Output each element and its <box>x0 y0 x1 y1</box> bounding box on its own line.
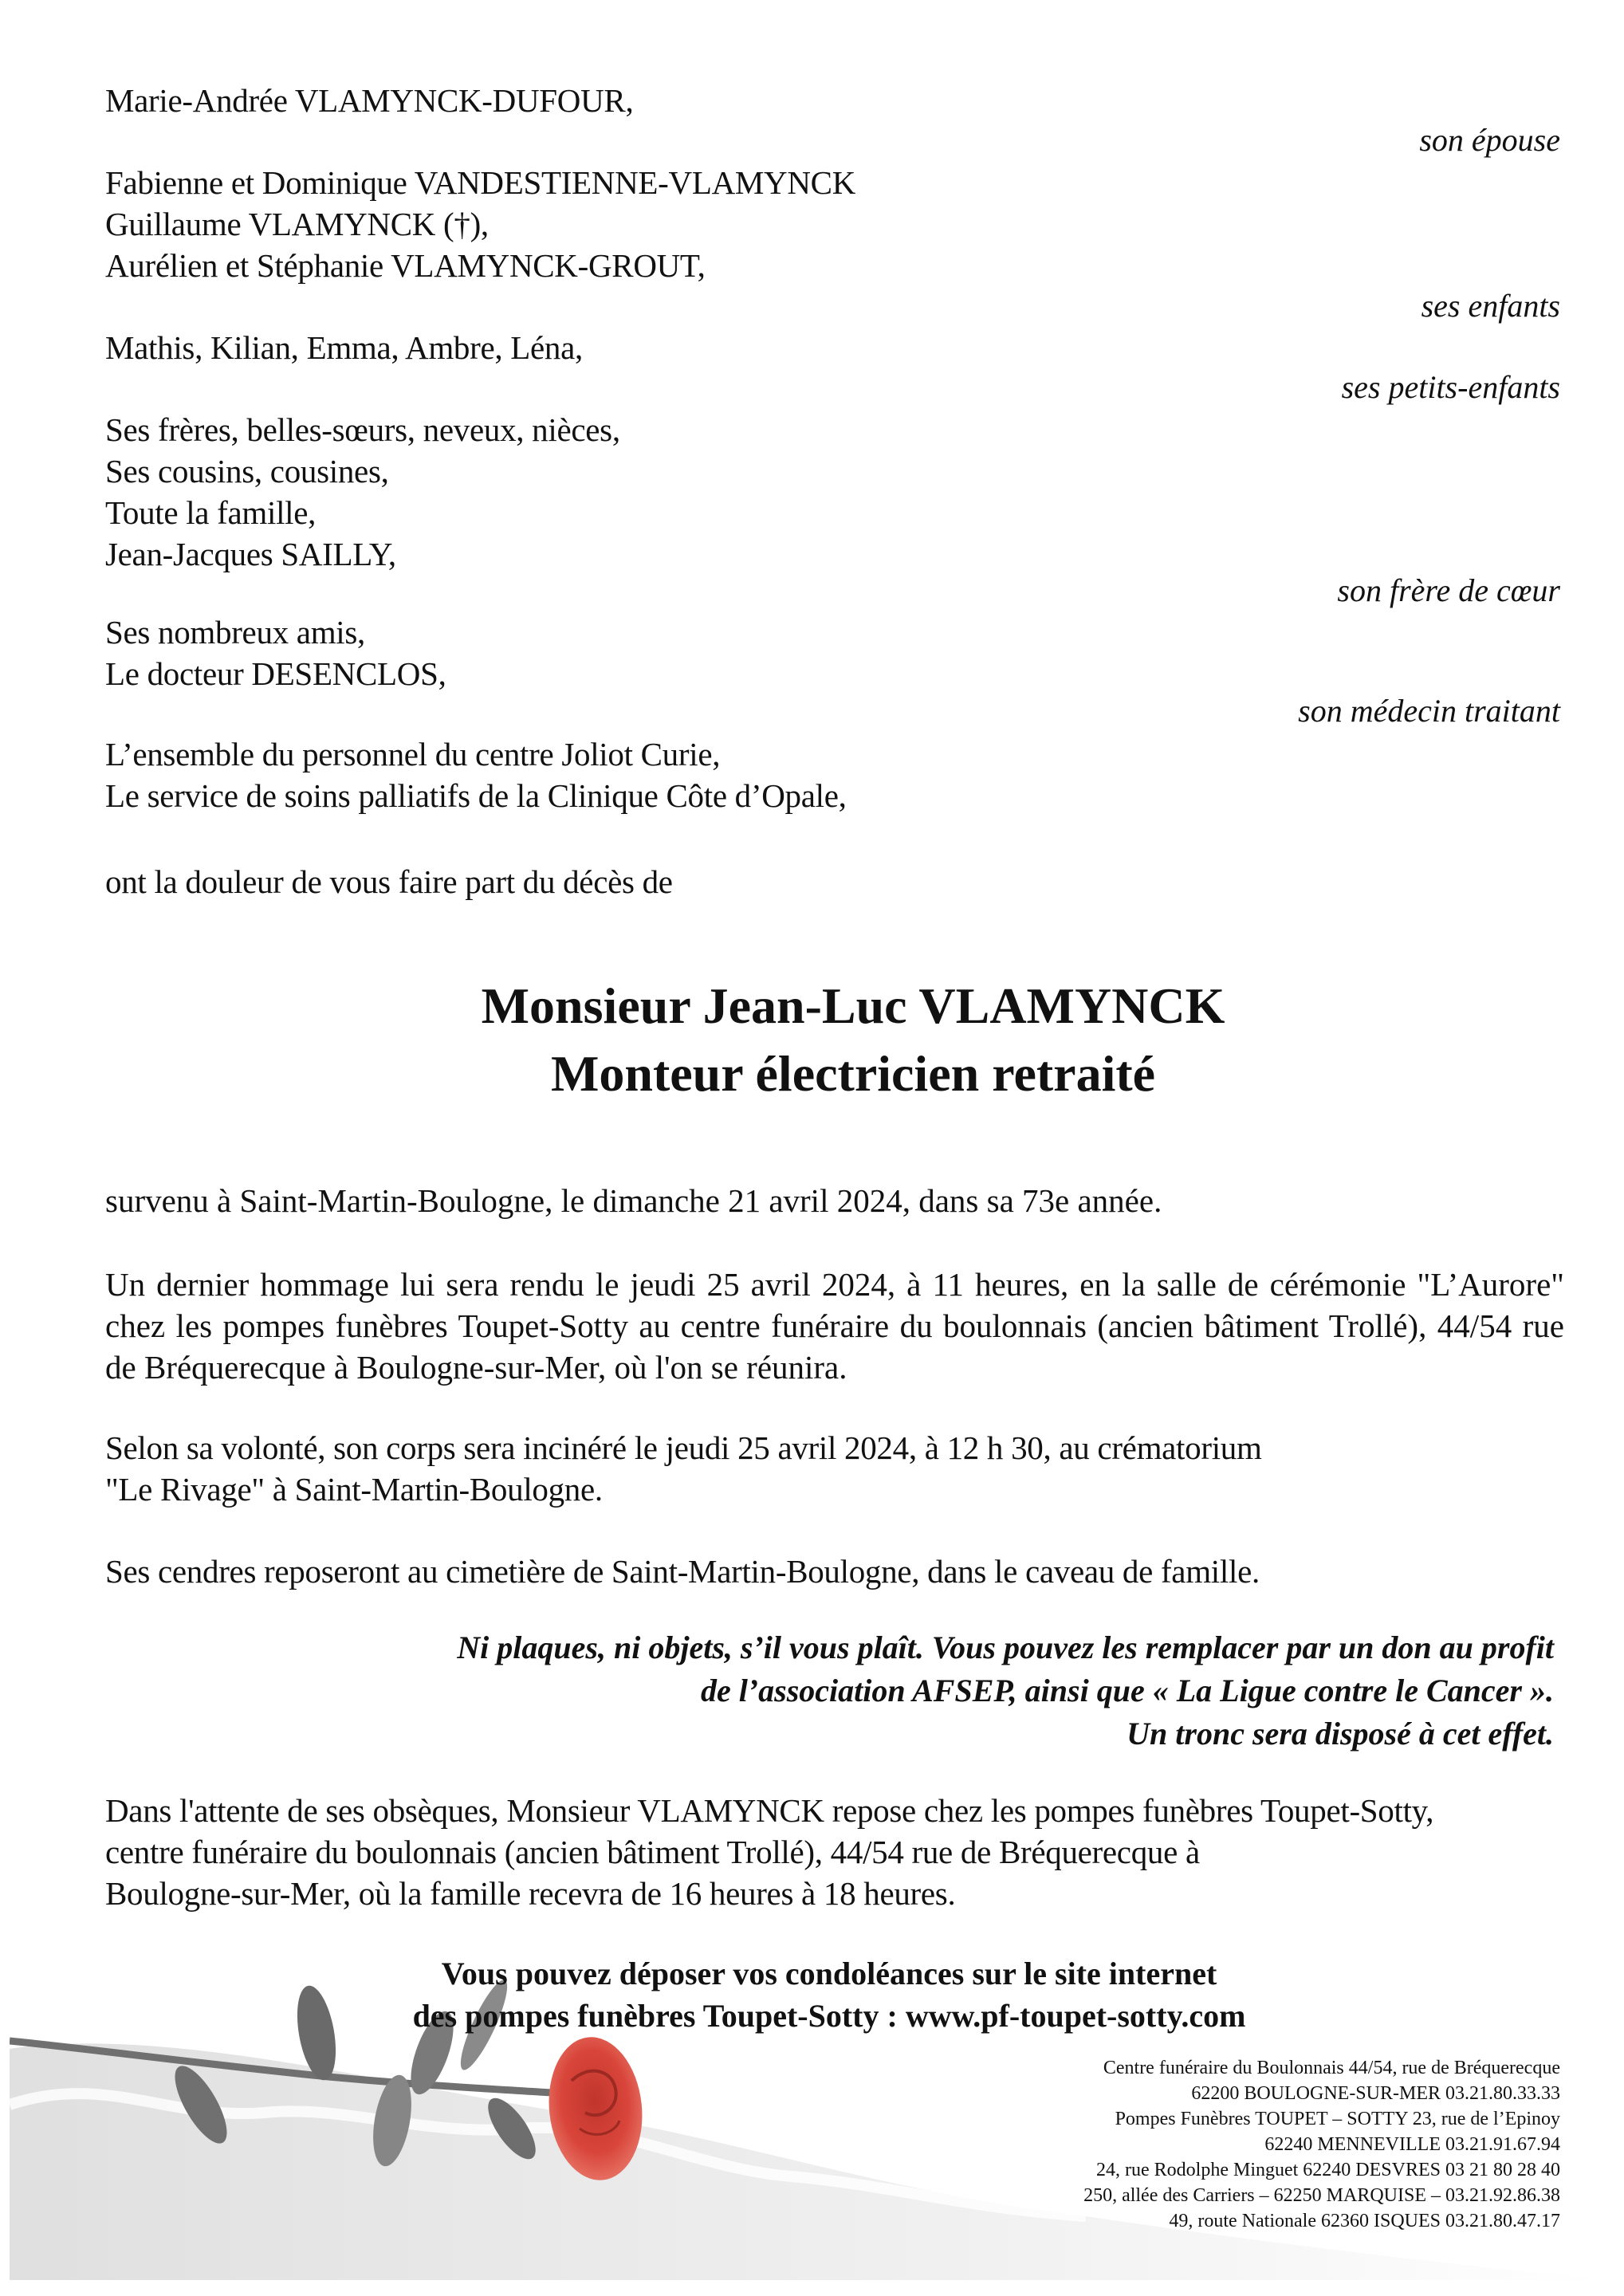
ashes-details: Ses cendres reposeront au cimetière de Saint-Martin-Boulogne, dans le caveau de famille. <box>105 1553 1260 1590</box>
visit-line: Dans l'attente de ses obsèques, Monsieur VLAMYNCK repose chez les pompes funèbres Toupet-Sotty, <box>105 1792 1434 1829</box>
donation-note-line: Ni plaques, ni objets, s’il vous plaît. Vous pouvez les remplacer par un don au profit <box>457 1630 1554 1665</box>
donation-note-line: Un tronc sera disposé à cet effet. <box>1127 1716 1554 1751</box>
contact-line: 250, allée des Carriers – 62250 MARQUISE – 03.21.92.86.38 <box>1083 2185 1560 2206</box>
contact-line: 62200 BOULOGNE-SUR-MER 03.21.80.33.33 <box>1191 2083 1560 2104</box>
contact-line: Pompes Funèbres TOUPET – SOTTY 23, rue de l’Epinoy <box>1115 2109 1560 2129</box>
condolences-line: Vous pouvez déposer vos condoléances sur le site internet <box>441 1956 1217 1991</box>
contact-line: Centre funéraire du Boulonnais 44/54, rue de Bréquerecque <box>1103 2058 1560 2078</box>
child-name: Guillaume VLAMYNCK (†), <box>105 206 489 242</box>
relation-spouse: son épouse <box>1419 122 1560 158</box>
care-line: Le service de soins palliatifs de la Clinique Côte d’Opale, <box>105 777 847 814</box>
relation-doctor: son médecin traitant <box>1298 693 1560 729</box>
friends-line: Ses nombreux amis, <box>105 614 365 651</box>
relation-children: ses enfants <box>1421 288 1560 324</box>
donation-note-line: de l’association AFSEP, ainsi que « La Ligue contre le Cancer ». <box>700 1673 1554 1708</box>
family-line: Jean-Jacques SAILLY, <box>105 536 396 572</box>
child-name: Aurélien et Stéphanie VLAMYNCK-GROUT, <box>105 247 706 284</box>
cremation-line: Selon sa volonté, son corps sera incinéré le jeudi 25 avril 2024, à 12 h 30, au crématorium <box>105 1429 1262 1466</box>
ceremony-details: Un dernier hommage lui sera rendu le jeudi 25 avril 2024, à 11 heures, en la salle de cérémonie "L’Aurore" chez les pompes funèbres Toupet-Sotty au centre funéraire du boulonnais (ancien bâtiment Trollé), 44/54 rue de Bréquerecque à Boulogne-sur-Mer, où l'on se réunira. <box>105 1266 1564 1386</box>
condolences-prefix: des pompes funèbres Toupet-Sotty : <box>412 1998 906 2034</box>
family-line: Ses frères, belles-sœurs, neveux, nièces, <box>105 411 620 448</box>
contact-line: 24, rue Rodolphe Minguet 62240 DESVRES 03 21 80 28 40 <box>1096 2160 1560 2180</box>
condolences-line <box>0 1995 1624 2037</box>
death-details: survenu à Saint-Martin-Boulogne, le dimanche 21 avril 2024, dans sa 73e année. <box>105 1182 1162 1219</box>
condolences-website-link[interactable]: www.pf-toupet-sotty.com <box>905 1998 1246 2034</box>
deceased-name: Monsieur Jean-Luc VLAMYNCK <box>481 977 1225 1034</box>
friends-line: Le docteur DESENCLOS, <box>105 655 446 692</box>
contact-line: 49, route Nationale 62360 ISQUES 03.21.80.47.17 <box>1169 2211 1560 2231</box>
child-name: Fabienne et Dominique VANDESTIENNE-VLAMYNCK <box>105 164 856 201</box>
contact-line: 62240 MENNEVILLE 03.21.91.67.94 <box>1264 2134 1560 2155</box>
relation-grandchildren: ses petits-enfants <box>1341 369 1560 405</box>
announcement-text: ont la douleur de vous faire part du décès de <box>105 863 673 900</box>
visit-line: Boulogne-sur-Mer, où la famille recevra de 16 heures à 18 heures. <box>105 1875 956 1912</box>
funeral-home-contacts <box>1083 2055 1560 2234</box>
family-line: Toute la famille, <box>105 494 317 531</box>
deceased-profession: Monteur électricien retraité <box>550 1045 1156 1102</box>
family-line: Ses cousins, cousines, <box>105 453 389 489</box>
cremation-line: "Le Rivage" à Saint-Martin-Boulogne. <box>105 1471 603 1508</box>
relation-brother-of-heart: son frère de cœur <box>1337 572 1560 608</box>
care-line: L’ensemble du personnel du centre Joliot Curie, <box>105 736 721 773</box>
grandchildren-names: Mathis, Kilian, Emma, Ambre, Léna, <box>105 329 583 366</box>
visit-line: centre funéraire du boulonnais (ancien bâtiment Trollé), 44/54 rue de Bréquerecque à <box>105 1834 1200 1870</box>
spouse-name: Marie-Andrée VLAMYNCK-DUFOUR, <box>105 82 634 119</box>
